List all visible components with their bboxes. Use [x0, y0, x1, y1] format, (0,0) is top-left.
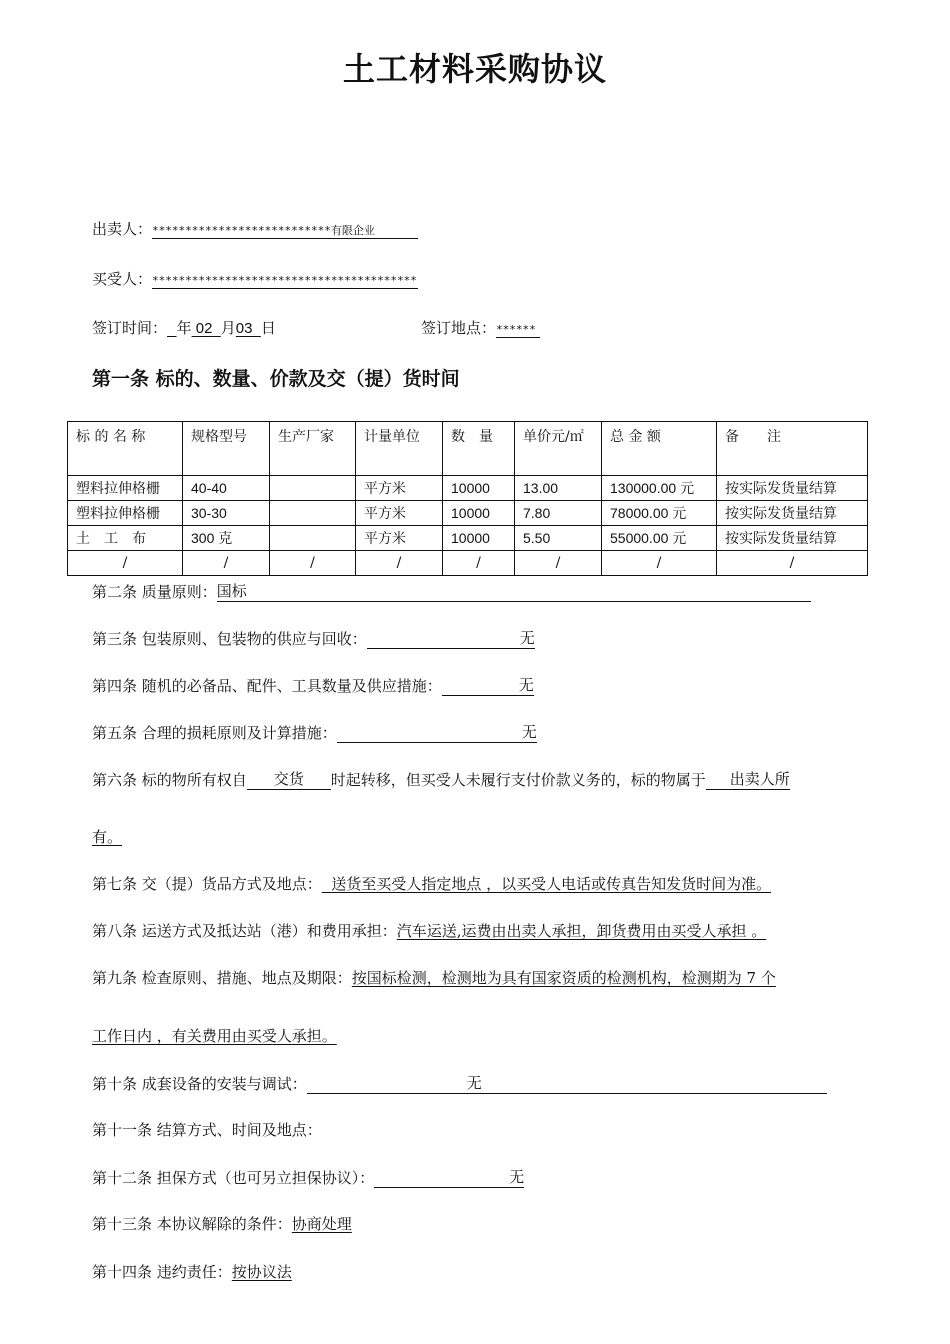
cell-qty: /: [443, 551, 515, 576]
cell-unit: 平方米: [356, 501, 443, 526]
article7-label: 第七条 交（提）货品方式及地点：: [92, 875, 322, 893]
article8-label: 第八条 运送方式及抵达站（港）和费用承担：: [92, 922, 397, 940]
article3: [92, 627, 535, 649]
goods-table: [67, 421, 868, 576]
article8: [92, 920, 766, 941]
seller-field: [152, 220, 418, 239]
header-cell: 规格型号: [183, 422, 270, 476]
article1-heading: 第一条 标的、数量、价款及交（提）货时间: [92, 368, 460, 390]
article10-field: [307, 1072, 827, 1094]
article5-label: 第五条 合理的损耗原则及计算措施：: [92, 724, 337, 742]
document-title: 土工材料采购协议: [342, 50, 607, 88]
month-value: 02: [195, 320, 213, 337]
cell-unit: 平方米: [356, 476, 443, 501]
sign-time-label: 签订时间：: [92, 319, 168, 337]
article10: [92, 1072, 827, 1094]
cell-spec: /: [183, 551, 270, 576]
cell-qty: 10000: [443, 476, 515, 501]
article7-value: 送货至买受人指定地点 ，以买受人电话或传真告知发货时间为准。: [331, 875, 772, 893]
cell-maker: [270, 526, 356, 551]
seller-value: ***************************有限企业: [152, 224, 375, 237]
article2-value: 国标: [216, 582, 247, 600]
article6-text1: 第六条 标的物所有权自: [92, 771, 247, 789]
cell-note: 按实际发货量结算: [717, 526, 868, 551]
cell-maker: /: [270, 551, 356, 576]
cell-note: 按实际发货量结算: [717, 476, 868, 501]
seller-line: [92, 218, 418, 239]
article12-value: 无: [509, 1168, 525, 1186]
buyer-value: ****************************************: [152, 274, 417, 287]
article14: [92, 1261, 292, 1282]
cell-unit: 平方米: [356, 526, 443, 551]
table-row: [68, 551, 868, 576]
cell-price: /: [515, 551, 602, 576]
cell-price: 5.50: [515, 526, 602, 551]
cell-total: 55000.00 元: [602, 526, 717, 551]
article14-label: 第十四条 违约责任：: [92, 1263, 232, 1281]
article6-field1: [247, 768, 331, 790]
cell-name: 塑料拉伸格栅: [68, 476, 183, 501]
cell-qty: 10000: [443, 526, 515, 551]
cell-name: /: [68, 551, 183, 576]
article2-label: 第二条 质量原则：: [92, 583, 217, 601]
article7: [92, 873, 771, 894]
sign-place-label: 签订地点：: [421, 319, 497, 337]
sign-line: [92, 317, 276, 338]
year-blank: [167, 319, 177, 337]
article4-field: [442, 674, 534, 696]
cell-price: 13.00: [515, 476, 602, 501]
header-cell: 数 量: [443, 422, 515, 476]
article12: [92, 1166, 524, 1188]
cell-name: 土 工 布: [68, 526, 183, 551]
article6-value2-cont: 有。: [92, 828, 123, 846]
sign-place-line: [421, 317, 540, 338]
article12-field: [374, 1166, 524, 1188]
seller-label: 出卖人：: [92, 220, 153, 238]
cell-unit: /: [356, 551, 443, 576]
article10-label: 第十条 成套设备的安装与调试：: [92, 1075, 307, 1093]
buyer-line: [92, 268, 418, 289]
article4-label: 第四条 随机的必备品、配件、工具数量及供应措施：: [92, 677, 442, 695]
article5-value: 无: [521, 723, 537, 741]
cell-maker: [270, 501, 356, 526]
cell-note: /: [717, 551, 868, 576]
article9-label: 第九条 检查原则、措施、地点及期限：: [92, 969, 352, 987]
cell-total: /: [602, 551, 717, 576]
article6-text2: 时起转移，但买受人未履行支付价款义务的，标的物属于: [330, 771, 706, 789]
day-value: 03: [235, 320, 253, 337]
cell-spec: 300 克: [183, 526, 270, 551]
article9-value-cont: 工作日内 ，有关费用由买受人承担。: [92, 1027, 337, 1045]
cell-qty: 10000: [443, 501, 515, 526]
table-row: [68, 476, 868, 501]
header-cell: 计量单位: [356, 422, 443, 476]
article2-field: [217, 580, 811, 602]
year-label: 年: [176, 319, 192, 337]
cell-total: 78000.00 元: [602, 501, 717, 526]
article13-label: 第十三条 本协议解除的条件：: [92, 1215, 292, 1233]
cell-note: 按实际发货量结算: [717, 501, 868, 526]
article5: [92, 721, 537, 743]
buyer-field: [152, 270, 418, 289]
table-row: [68, 501, 868, 526]
month-label: 月: [220, 319, 236, 337]
article9-cont: [92, 1025, 337, 1046]
cell-name: 塑料拉伸格栅: [68, 501, 183, 526]
header-cell: 备 注: [717, 422, 868, 476]
cell-spec: 30-30: [183, 501, 270, 526]
article8-value: 汽车运送,运费由出卖人承担，卸货费用由买受人承担 。: [396, 922, 767, 940]
day-label: 日: [260, 319, 276, 337]
table-header-row: [68, 422, 868, 476]
cell-price: 7.80: [515, 501, 602, 526]
buyer-label: 买受人：: [92, 270, 153, 288]
sign-place-field: [496, 319, 540, 338]
header-cell: 生产厂家: [270, 422, 356, 476]
article2: [92, 580, 811, 602]
article9-value: 按国标检测，检测地为具有国家资质的检测机构，检测期为 7 个: [351, 969, 776, 987]
article7-field: [322, 875, 771, 893]
article14-value: 按协议法: [231, 1263, 292, 1281]
article4-value: 无: [518, 676, 534, 694]
article11: [92, 1119, 322, 1140]
article6-cont: [92, 826, 122, 847]
article10-value: 无: [466, 1074, 482, 1092]
header-cell: 单价元/㎡: [515, 422, 602, 476]
article6-value2: 出卖人所: [729, 770, 790, 788]
table-row: [68, 526, 868, 551]
header-cell: 总 金 额: [602, 422, 717, 476]
article13-value: 协商处理: [291, 1215, 352, 1233]
article6-value1: 交货: [273, 770, 304, 788]
cell-total: 130000.00 元: [602, 476, 717, 501]
header-cell: 标 的 名 称: [68, 422, 183, 476]
article9: [92, 967, 776, 988]
article6: [92, 768, 790, 790]
sign-place-value: ******: [496, 323, 536, 336]
article3-label: 第三条 包装原则、包装物的供应与回收：: [92, 630, 367, 648]
article3-value: 无: [519, 629, 535, 647]
article4: [92, 674, 534, 696]
article3-field: [367, 627, 535, 649]
cell-spec: 40-40: [183, 476, 270, 501]
article6-field2: [706, 768, 790, 790]
article5-field: [337, 721, 537, 743]
article13: [92, 1213, 352, 1234]
cell-maker: [270, 476, 356, 501]
article11-label: 第十一条 结算方式、时间及地点：: [92, 1121, 322, 1139]
article12-label: 第十二条 担保方式（也可另立担保协议）：: [92, 1169, 375, 1187]
